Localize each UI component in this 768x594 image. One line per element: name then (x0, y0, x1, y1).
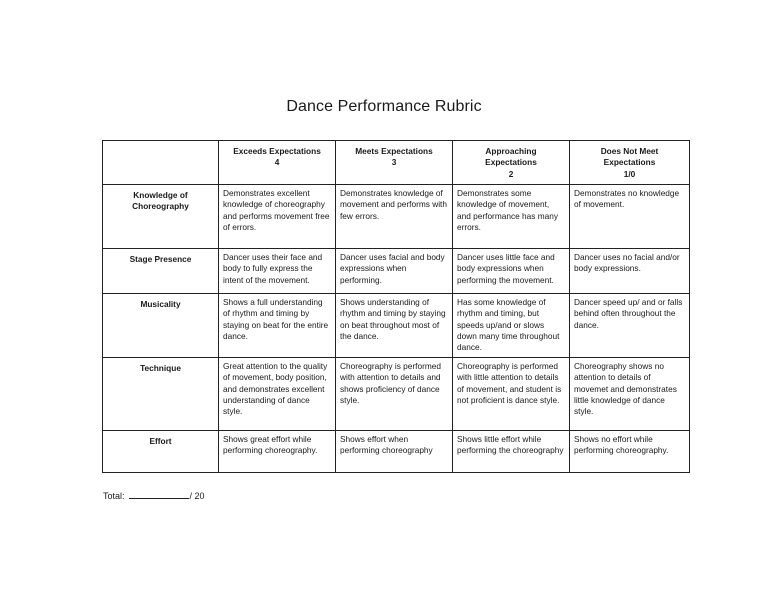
column-label: Approaching Expectations (485, 146, 537, 168)
column-header-does-not-meet (570, 141, 690, 185)
criterion-cell: Effort (103, 431, 219, 473)
column-score: 4 (274, 157, 280, 168)
rubric-cell: Has some knowledge of rhythm and timing, but speeds up/and or slows down many time throughout dance. (453, 294, 570, 358)
rubric-cell: Shows understanding of rhythm and timing by staying on beat throughout most of the dance. (336, 294, 453, 358)
table-row (103, 358, 690, 431)
total-line (103, 490, 205, 501)
rubric-cell: Shows a full understanding of rhythm and timing by staying on beat for the entire dance. (219, 294, 336, 358)
rubric-cell: Shows no effort while performing choreography. (570, 431, 690, 473)
rubric-cell: Choreography shows no attention to details of movemet and demonstrates little knowledge of dance style. (570, 358, 690, 431)
page-title: Dance Performance Rubric (286, 98, 482, 115)
column-header-exceeds (219, 141, 336, 185)
column-header-meets (336, 141, 453, 185)
column-score: 1/0 (623, 168, 636, 179)
table-row (103, 431, 690, 473)
rubric-cell: Demonstrates some knowledge of movement, and performance has many errors. (453, 185, 570, 249)
header-row (103, 141, 690, 185)
rubric-cell: Dancer uses little face and body expressions when performing the movement. (453, 249, 570, 294)
rubric-cell: Shows little effort while performing the choreography (453, 431, 570, 473)
rubric-cell: Choreography is performed with attention to details and shows proficiency of dance style. (336, 358, 453, 431)
column-label: Does Not Meet Expectations (600, 146, 659, 168)
rubric-cell: Dancer uses no facial and/or body expressions. (570, 249, 690, 294)
rubric-table (102, 140, 690, 473)
total-blank-line (129, 490, 189, 499)
header-empty-cell (103, 141, 219, 185)
criterion-cell: Knowledge of Choreography (103, 185, 219, 249)
rubric-cell: Dancer speed up/ and or falls behind often throughout the dance. (570, 294, 690, 358)
criterion-cell: Stage Presence (103, 249, 219, 294)
rubric-cell: Demonstrates excellent knowledge of choreography and performs movement free of errors. (219, 185, 336, 249)
column-header-approaching (453, 141, 570, 185)
table-row (103, 294, 690, 358)
total-label: Total: (103, 491, 125, 501)
criterion-cell: Technique (103, 358, 219, 431)
table-row (103, 249, 690, 294)
rubric-cell: Dancer uses their face and body to fully express the intent of the movement. (219, 249, 336, 294)
column-label: Meets Expectations (355, 146, 433, 156)
rubric-cell: Choreography is performed with little attention to details of movement, and student is not proficient is dance style. (453, 358, 570, 431)
table-row (103, 185, 690, 249)
rubric-cell: Dancer uses facial and body expressions when performing. (336, 249, 453, 294)
column-score: 3 (391, 157, 397, 168)
rubric-cell: Shows effort when performing choreography (336, 431, 453, 473)
rubric-cell: Demonstrates knowledge of movement and performs with few errors. (336, 185, 453, 249)
criterion-cell: Musicality (103, 294, 219, 358)
column-label: Exceeds Expectations (233, 146, 321, 156)
rubric-cell: Great attention to the quality of movement, body position, and demonstrates excellent understanding of dance style. (219, 358, 336, 431)
rubric-cell: Demonstrates no knowledge of movement. (570, 185, 690, 249)
column-score: 2 (508, 168, 514, 179)
total-max: / 20 (189, 491, 205, 501)
rubric-cell: Shows great effort while performing choreography. (219, 431, 336, 473)
